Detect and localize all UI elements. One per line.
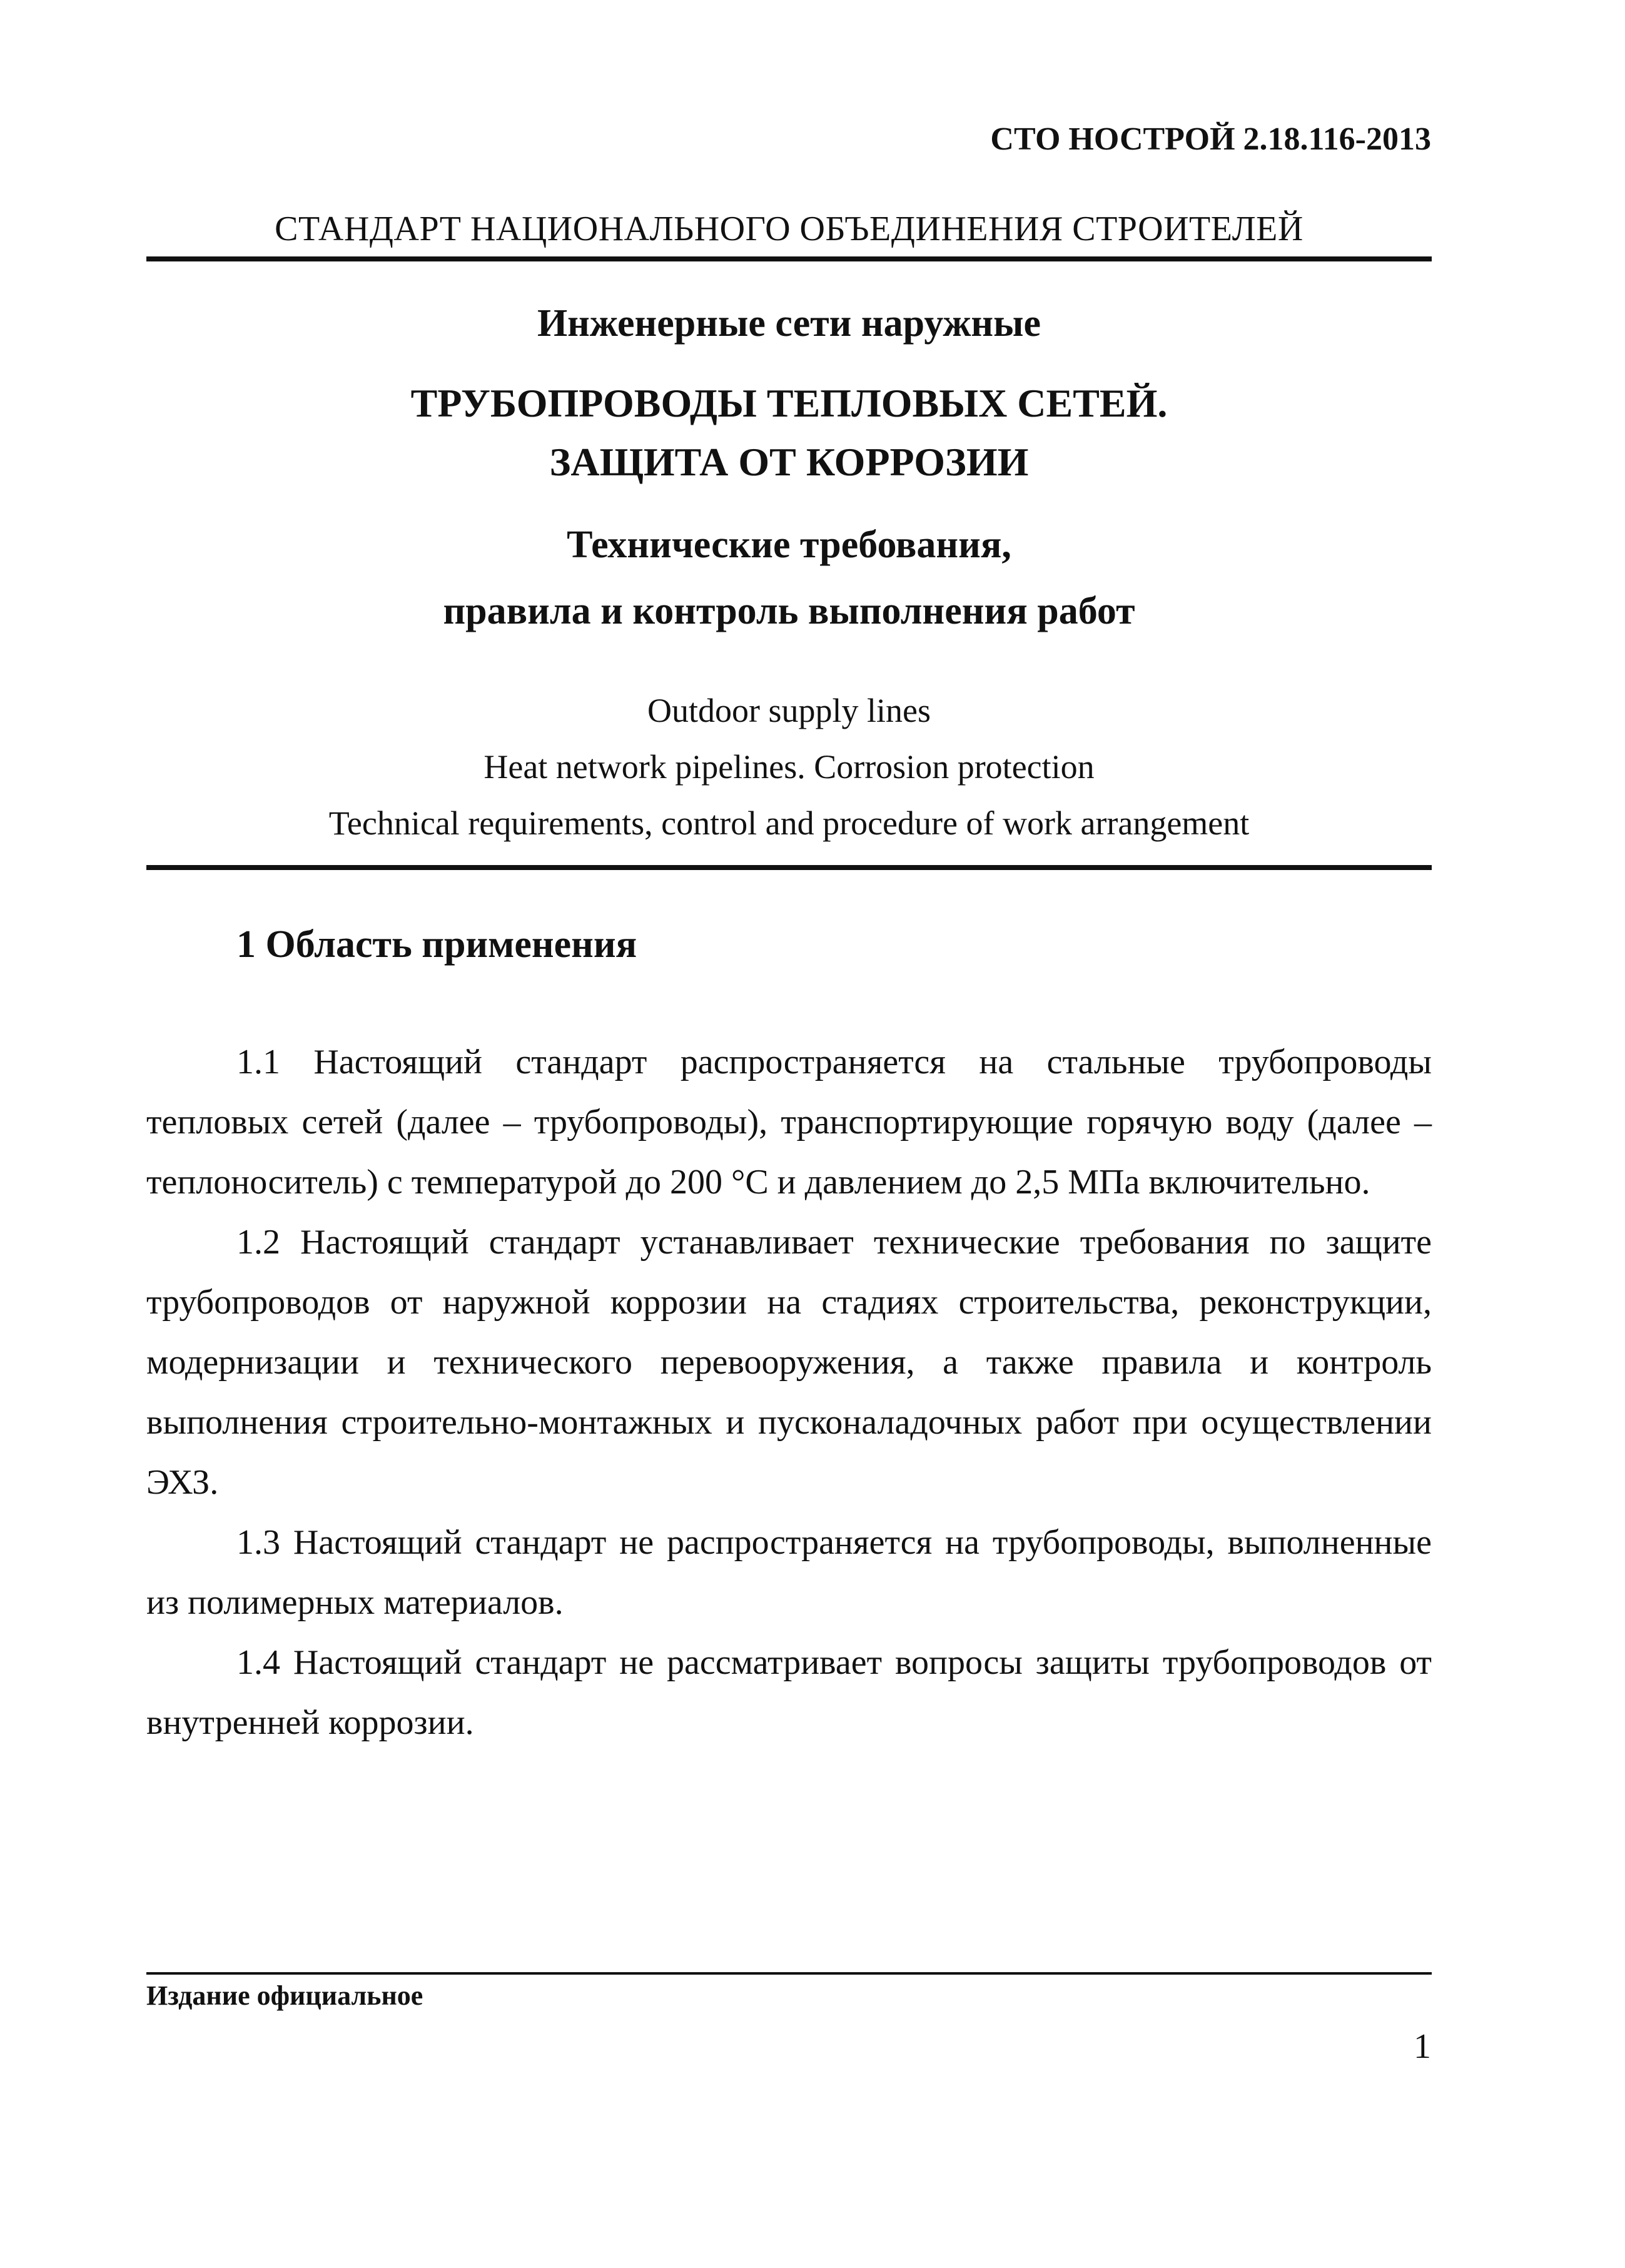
top-divider — [146, 256, 1432, 261]
paragraph-1-1: 1.1 Настоящий стандарт распространяется на стальные трубопроводы тепловых сетей (далее – трубопроводы), транспортирующие горячую воду (далее – теплоноситель) с температурой до 200 °С и давлением до 2,5 МПа включительно. — [146, 1043, 1432, 1202]
subtitle-line-1: Технические требования, — [567, 524, 1011, 566]
section-body — [146, 1032, 1432, 1753]
paragraph-1-3: 1.3 Настоящий стандарт не распространяется на трубопроводы, выполненные из полимерных материалов. — [146, 1523, 1432, 1622]
document-code: СТО НОСТРОЙ 2.18.116-2013 — [990, 121, 1431, 157]
title-bottom-divider — [146, 865, 1432, 870]
edition-label: Издание официальное — [146, 1980, 423, 2011]
english-title-line-1: Outdoor supply lines — [647, 692, 931, 729]
footer-divider — [146, 1972, 1432, 1975]
title-category: Инженерные сети наружные — [537, 302, 1041, 345]
english-title-line-3: Technical requirements, control and procedure of work arrangement — [328, 804, 1250, 842]
paragraph-1-4: 1.4 Настоящий стандарт не рассматривает вопросы защиты трубопроводов от внутренней коррозии. — [146, 1643, 1432, 1742]
subtitle-line-2: правила и контроль выполнения работ — [443, 590, 1135, 632]
main-title-line-1: ТРУБОПРОВОДЫ ТЕПЛОВЫХ СЕТЕЙ. — [410, 381, 1168, 425]
organization-title: СТАНДАРТ НАЦИОНАЛЬНОГО ОБЪЕДИНЕНИЯ СТРОИТЕЛЕЙ — [275, 210, 1304, 248]
page-number: 1 — [1414, 2027, 1431, 2066]
paragraph-1-2: 1.2 Настоящий стандарт устанавливает технические требования по защите трубопроводов от наружной коррозии на стадиях строительства, реконструкции, модернизации и технического перевооружения, а также правила и контроль выполнения строительно-монтажных и пусконаладочных работ при осуществлении ЭХЗ. — [146, 1223, 1432, 1502]
section-heading: 1 Область применения — [236, 923, 637, 966]
english-title-line-2: Heat network pipelines. Corrosion protection — [483, 748, 1095, 786]
main-title-line-2: ЗАЩИТА ОТ КОРРОЗИИ — [549, 440, 1029, 484]
